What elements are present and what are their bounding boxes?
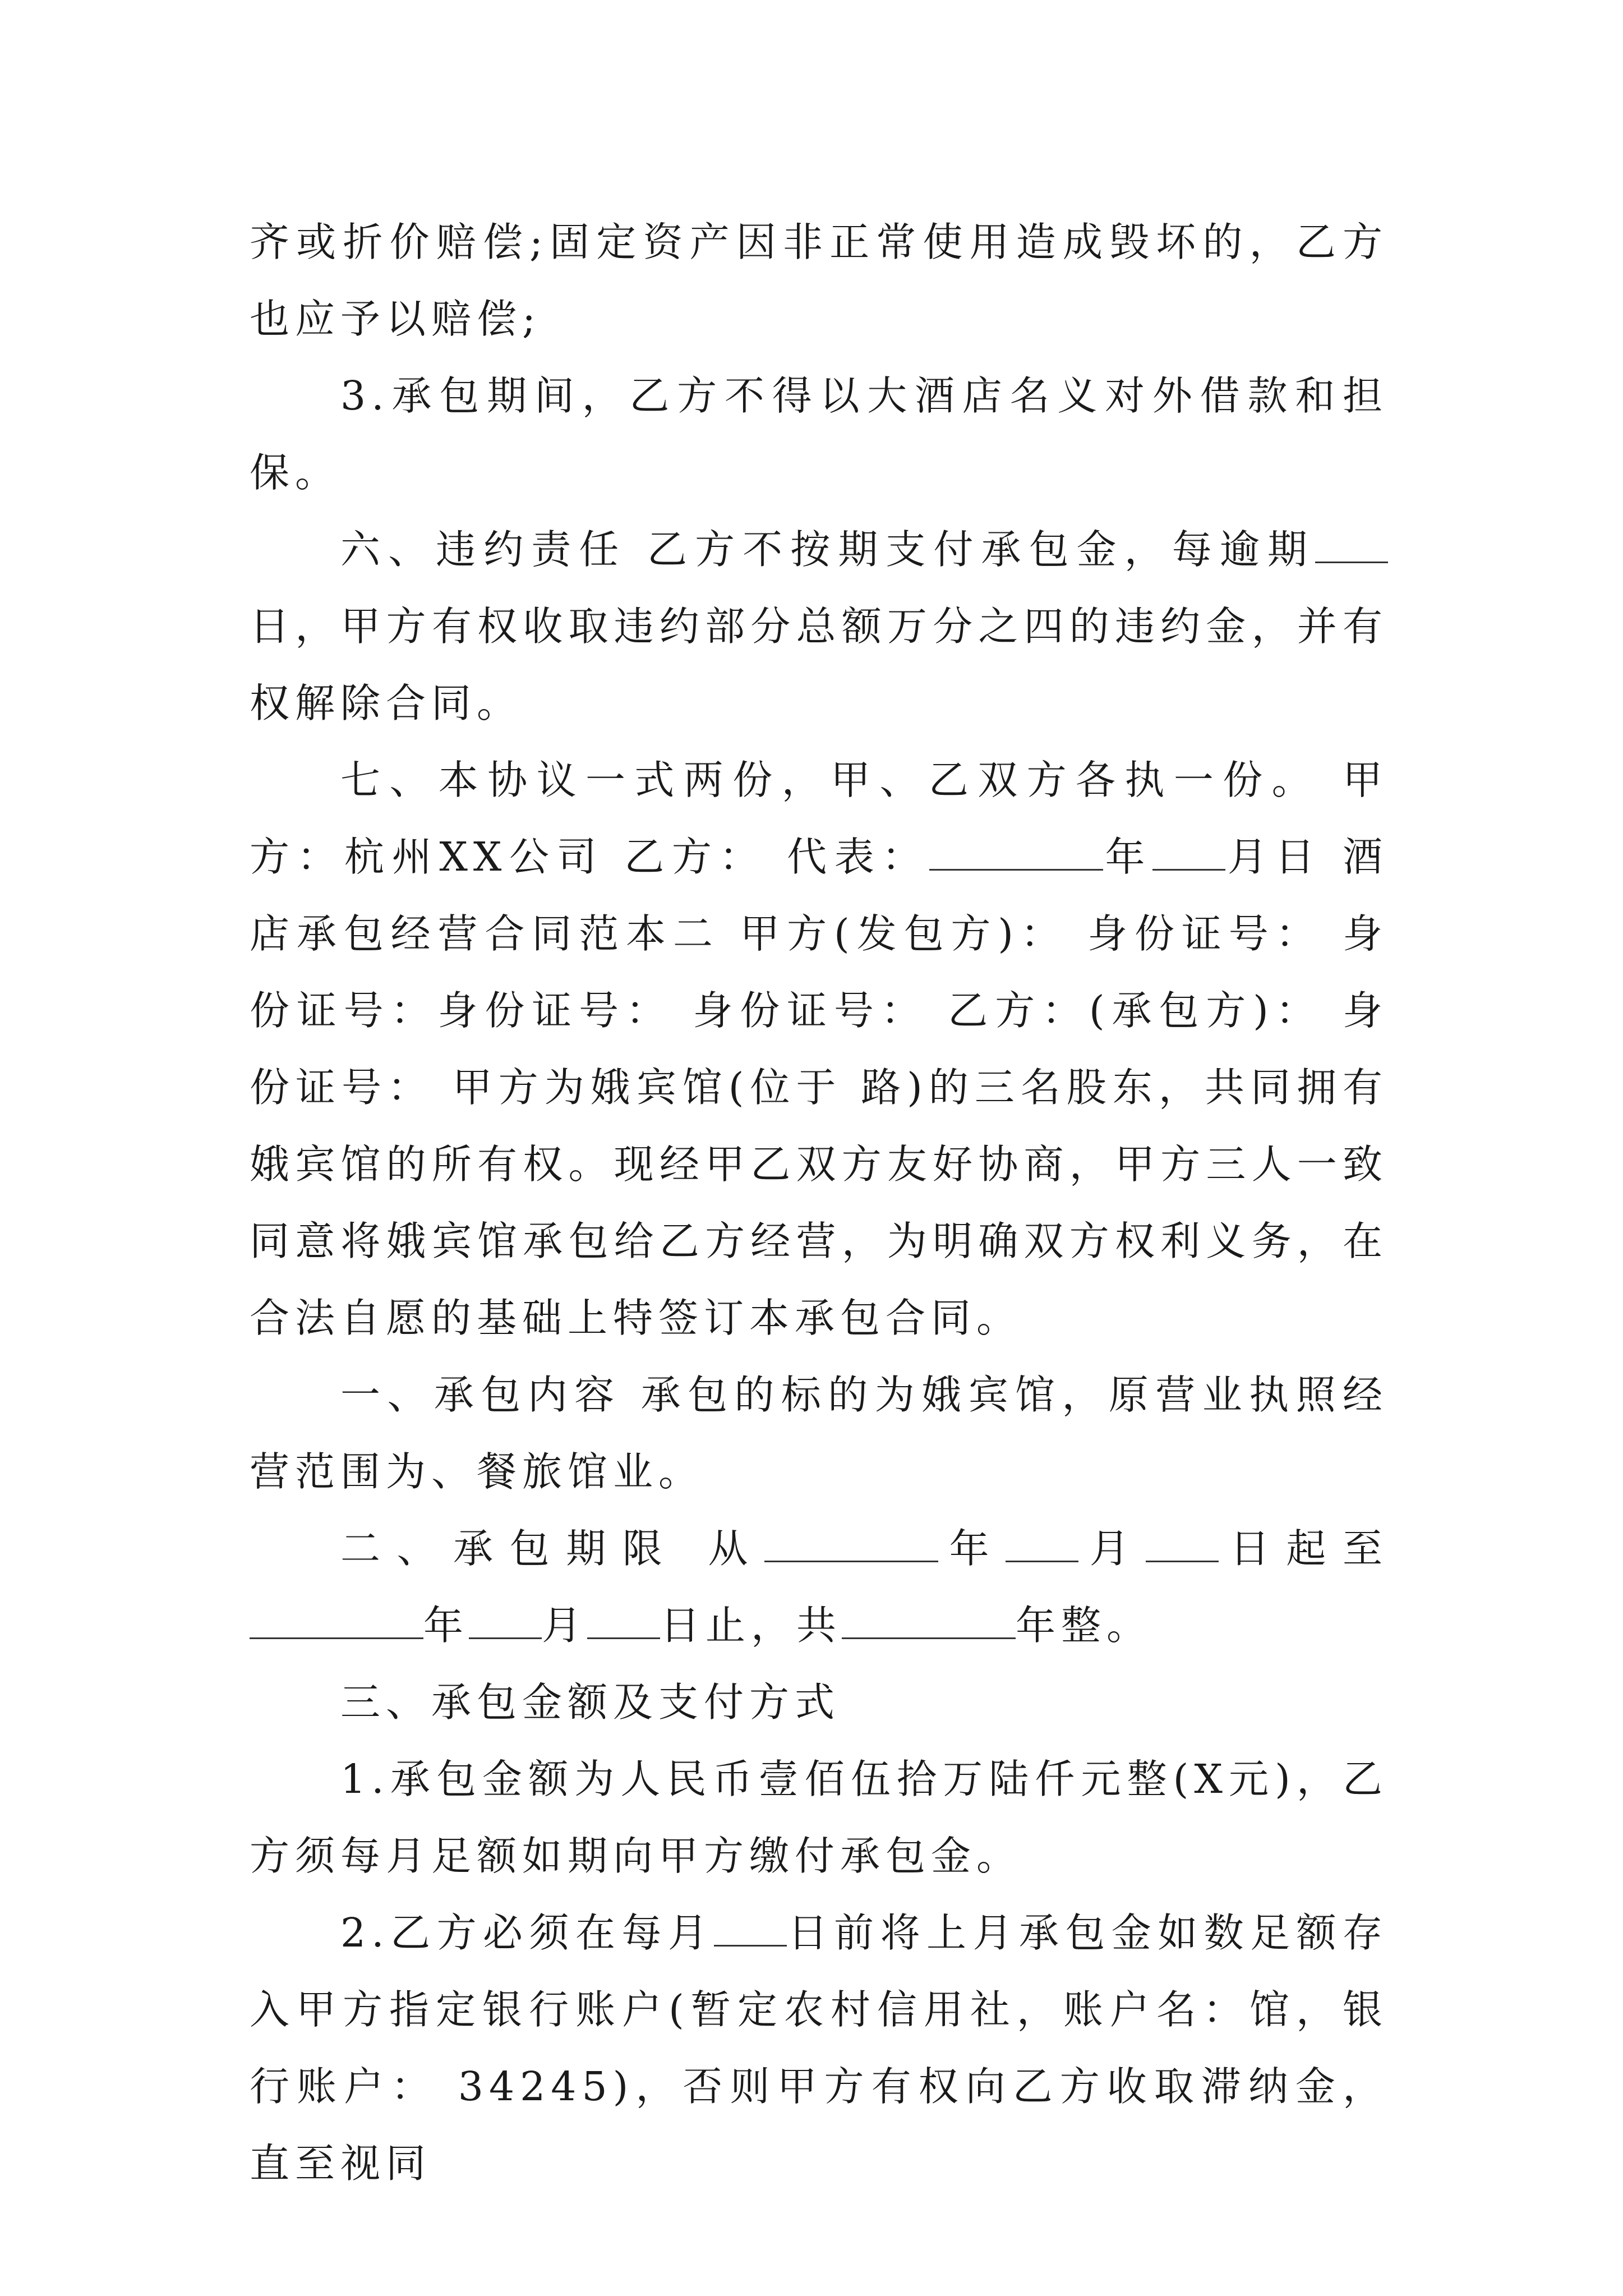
text-run: 日前将上月承包金如数足额存入甲方指定银行账户(暂定农村信用社，账户名：馆，银行账户： 34245)，否则甲方有权向乙方收取滞纳金，直至视同 (250, 1910, 1388, 2187)
paragraph-breach-liability (250, 511, 1388, 742)
blank-end-month (469, 1606, 542, 1639)
text-run: 日起至 (1219, 1525, 1388, 1572)
blank-start-month (1006, 1529, 1078, 1562)
text-run: 二、承包期限 从 (340, 1525, 765, 1572)
blank-start-year (764, 1529, 938, 1562)
text-run: 年整。 (1016, 1602, 1152, 1649)
blank-start-day (1146, 1529, 1219, 1562)
text-run: 年 (423, 1602, 469, 1649)
blank-month (1152, 838, 1225, 871)
text-run: 六、违约责任 乙方不按期支付承包金，每逾期 (340, 526, 1315, 573)
blank-year (929, 838, 1103, 871)
paragraph-clause-3 (250, 357, 1388, 511)
text-run: 日，甲方有权收取违约部分总额万分之四的违约金，并有权解除合同。 (250, 603, 1388, 726)
paragraph-copies-and-parties (250, 742, 1388, 1356)
text-run: 日止，共 (660, 1602, 842, 1649)
blank-end-day (587, 1606, 660, 1639)
paragraph-text: 三、承包金额及支付方式 (340, 1679, 841, 1726)
text-run: 年 (938, 1525, 1006, 1572)
paragraph-contract-content (250, 1356, 1388, 1510)
text-run: 月日 酒店承包经营合同范本二 甲方(发包方)： 身份证号： 身份证号：身份证号： 身份证号： 乙方：(承包方)： 身份证号： 甲方为娥宾馆(位于 路)的三名股东，共同拥有娥宾馆的所有权。现经甲乙双方友好协商，甲方三人一致同意将娥宾馆承包给乙方经营，为明确双方权利义务，在合法自愿的基础上特签订本承包合同。 (250, 834, 1388, 1341)
paragraph-text: 3.承包期间，乙方不得以大酒店名义对外借款和担保。 (250, 372, 1388, 496)
paragraph-contract-term (250, 1510, 1388, 1664)
paragraph-amount-heading (250, 1664, 1388, 1741)
paragraph-text: 一、承包内容 承包的标的为娥宾馆，原营业执照经营范围为、餐旅馆业。 (250, 1372, 1388, 1495)
text-run: 月 (1078, 1525, 1146, 1572)
text-run: 年 (1103, 834, 1153, 880)
paragraph-compensation (250, 204, 1388, 357)
text-run: 月 (542, 1602, 588, 1649)
paragraph-text: 1.承包金额为人民币壹佰伍拾万陆仟元整(X元)，乙方须每月足额如期向甲方缴付承包金。 (250, 1756, 1388, 1879)
blank-payment-day (714, 1913, 787, 1947)
document-page (250, 204, 1388, 2202)
blank-days (1315, 530, 1388, 563)
blank-end-year (250, 1606, 423, 1639)
blank-total-years (842, 1606, 1016, 1639)
paragraph-amount-clause-1 (250, 1741, 1388, 1894)
text-run: 七、本协议一式两份，甲、乙双方各执一份。 甲方：杭州XX公司 乙方： 代表： (250, 757, 1388, 880)
text-run: 2.乙方必须在每月 (340, 1910, 714, 1956)
paragraph-text: 齐或折价赔偿;固定资产因非正常使用造成毁坏的，乙方也应予以赔偿; (250, 219, 1388, 342)
paragraph-amount-clause-2 (250, 1894, 1388, 2202)
